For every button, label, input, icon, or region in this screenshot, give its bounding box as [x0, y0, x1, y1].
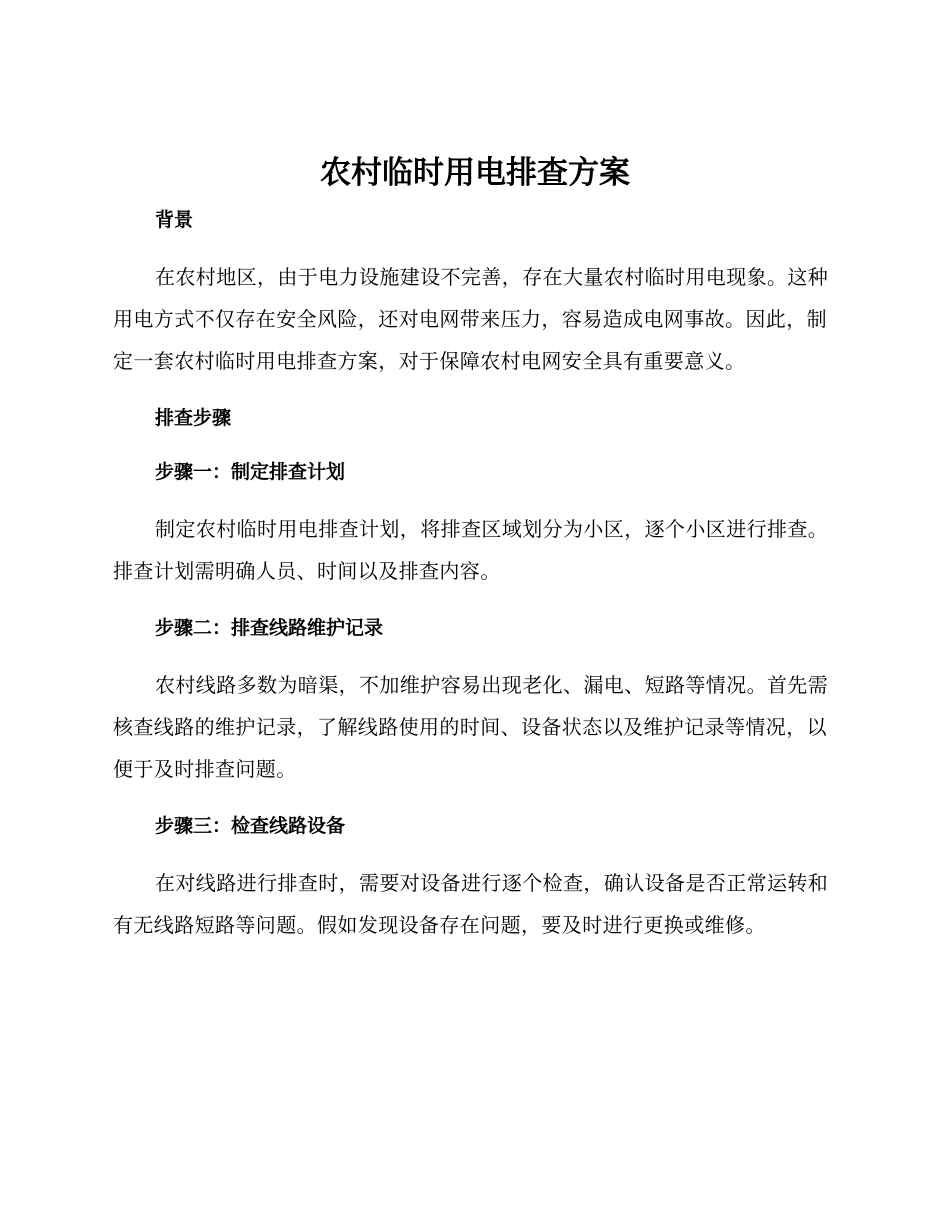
spacer	[113, 790, 837, 808]
step1-heading: 步骤一：制定排查计划	[155, 461, 346, 483]
background-paragraph: 在农村地区，由于电力设施建设不完善，存在大量农村临时用电现象。这种用电方式不仅存在安全风险，还对电网带来压力，容易造成电网事故。因此，制定一套农村临时用电排查方案，对于保障农村电网安全具有重要意义。	[113, 265, 829, 373]
step3-paragraph: 在对线路进行排查时，需要对设备进行逐个检查，确认设备是否正常运转和有无线路短路等问题。假如发现设备存在问题，要及时进行更换或维修。	[113, 871, 829, 937]
spacer	[113, 436, 837, 454]
spacer	[113, 592, 837, 610]
spacer	[113, 238, 837, 256]
document-title: 农村临时用电排查方案	[320, 155, 630, 191]
step2-heading: 步骤二：排查线路维护记录	[155, 617, 384, 639]
step2-paragraph: 农村线路多数为暗渠，不加维护容易出现老化、漏电、短路等情况。首先需核查线路的维护记录，了解线路使用的时间、设备状态以及维护记录等情况，以便于及时排查问题。	[113, 673, 829, 781]
steps-heading: 排查步骤	[155, 407, 232, 429]
background-heading: 背景	[155, 209, 194, 231]
spacer	[113, 646, 837, 664]
spacer	[113, 844, 837, 862]
document-body	[113, 202, 837, 946]
spacer	[113, 382, 837, 400]
spacer	[113, 490, 837, 508]
step3-heading: 步骤三：检查线路设备	[155, 815, 346, 837]
step1-paragraph: 制定农村临时用电排查计划，将排查区域划分为小区，逐个小区进行排查。排查计划需明确人员、时间以及排查内容。	[113, 517, 829, 583]
